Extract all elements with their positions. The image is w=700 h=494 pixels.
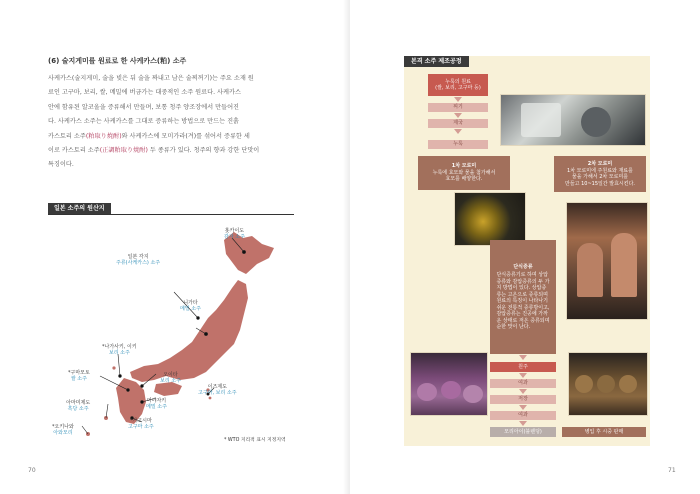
region-soju: 감자 소주 [224, 234, 245, 241]
arrow-down-icon [519, 421, 527, 426]
izu-island [209, 397, 212, 400]
arrow-down-icon [454, 97, 462, 102]
region-kumamoto [68, 370, 90, 383]
photo-barrel-storage [568, 352, 648, 416]
region-name: 일본 각지 [127, 254, 149, 260]
step-koji-making: 제국 [428, 119, 488, 128]
step-moromi-1 [418, 156, 510, 190]
region-name: 홋카이도 [224, 228, 245, 234]
body-line: 이로 카스토리 소주 [48, 147, 100, 155]
region-soju: 아와모리 [53, 430, 73, 437]
body-line: 다. 사케카스 소주는 사케카스를 그대로 증류하는 방법으로 만드는 진흙 [48, 118, 240, 126]
page-number-left: 70 [28, 467, 36, 474]
right-page [350, 0, 700, 494]
photo-storage-jars [410, 352, 488, 416]
arrow-down-icon [519, 405, 527, 410]
step-raw-spirit: 원주 [490, 362, 556, 372]
region-name: 이즈제도 [207, 384, 227, 390]
region-soju: 고구마, 보리 소주 [198, 390, 237, 397]
map-footnote: * WTO 지리적 표시 지정지역 [224, 438, 286, 443]
region-soju: 보리 소주 [160, 378, 181, 385]
region-soju: 흑당 소주 [67, 406, 89, 413]
japan-map [48, 218, 298, 448]
region-name: *나가사키, 이키 [102, 344, 137, 350]
body-line: 사케카스(술지게미, 술을 빚은 뒤 술을 짜내고 남은 술찌꺼기)는 주요 소재 원 [48, 75, 254, 82]
body-line: 와 사케카스에 모미가라(겨)를 섞어서 증류한 세 [121, 132, 250, 140]
distillation-desc: 단식증류기로 하며 상압 증류와 감압증류의 두 가 지 방법이 있다. 상압증 류는 고온으로 증류되며 원료의 특징이 나타나기 쉬운 전통적 증류방이고, 감압증류는 진공에 가까 운 상태로 저온 증류되며 순한 맛이 난다. [496, 272, 550, 330]
region-soju: 메밀 소주 [180, 306, 201, 313]
region-kagoshima [128, 418, 154, 431]
region-oita [160, 372, 181, 385]
arrow-down-icon [519, 389, 527, 394]
moromi-2-desc: 1차 모로미에 주원료와 재료를 물을 가해서 2차 모로미를 만들고 10~15일간 발효시킨다. [565, 167, 635, 187]
region-hokkaido [224, 228, 245, 241]
step-distillation [490, 240, 556, 354]
body-line: 두 종류가 있다. 청주의 향과 강한 단맛이 [147, 147, 260, 155]
region-soju: 쌀 소주 [70, 376, 87, 383]
body-paragraph [48, 72, 293, 173]
region-soju: 메밀 소주 [146, 404, 167, 411]
region-okinawa [52, 424, 74, 437]
step-steam: 찌기 [428, 103, 488, 112]
region-name: 오이타 [163, 372, 178, 378]
body-line: 료인 고구마, 보리, 쌀, 메밀에 버금가는 대중적인 소주 원료다. 사케카스 [48, 89, 241, 97]
region-name: *가고시마 [129, 418, 152, 424]
iki-island [112, 366, 115, 369]
step-raw-material: 누룩의 원료 (쌀, 보리, 고구마 등) [428, 74, 488, 96]
region-name: 아마미제도 [66, 400, 91, 406]
moromi-1-desc: 누룩에 효모와 물을 첨가해서 효모를 배양한다. [432, 169, 496, 183]
region-amami [66, 400, 90, 413]
process-title: 본격 소주 제조공정 [404, 56, 469, 67]
region-name: *오키나와 [52, 424, 74, 430]
region-soju: 보리 소주 [108, 350, 130, 357]
step-storage: 저장 [490, 395, 556, 404]
arrow-down-icon [454, 113, 462, 118]
body-line: 특징이다. [48, 161, 74, 169]
page-number-right: 71 [668, 467, 676, 474]
distillation-title: 단식증류 [513, 263, 533, 270]
photo-distillation-still [566, 202, 648, 320]
step-koji: 누룩 [428, 140, 488, 149]
arrow-down-icon [454, 129, 462, 134]
region-nagasaki-iki [102, 344, 137, 357]
region-name: 미야자키 [146, 398, 167, 404]
arrow-down-icon [519, 355, 527, 360]
hanja-highlight: (正調粕取り焼酎) [99, 147, 148, 155]
arrow-down-icon [519, 373, 527, 378]
region-name: 니가타 [183, 300, 198, 306]
moromi-2-title: 2차 모로미 [587, 161, 613, 167]
honshu-shape [130, 280, 248, 385]
hanja-highlight: (粕取り焼酎) [85, 132, 122, 140]
region-soju: 고구마 소주 [128, 424, 154, 431]
region-name: *구마모토 [68, 370, 90, 376]
map-title-bar [48, 203, 294, 215]
body-line: 안에 함유된 알코올을 증류해서 만들며, 보통 청주 양조장에서 만들어진 [48, 103, 240, 111]
region-japan-all [116, 254, 160, 267]
region-soju: 주류(사케카스) 소주 [116, 260, 161, 267]
step-filtering-1: 여과 [490, 379, 556, 388]
section-heading: (6) 술지게미를 원료로 한 사케카스(粕) 소주 [48, 57, 187, 65]
region-izu [198, 384, 237, 397]
moromi-1-title: 1차 모로미 [451, 163, 477, 170]
step-filtering-2: 여과 [490, 411, 556, 420]
photo-steaming-room [500, 94, 646, 146]
step-bottling: 병입 후 시중 판매 [562, 427, 646, 437]
body-line: 카스토리 소주 [48, 132, 86, 140]
process-card [404, 56, 650, 446]
step-blending: 모리아이(블렌딩) [490, 427, 556, 437]
region-niigata [180, 300, 201, 313]
map-title: 일본 소주의 원산지 [48, 203, 111, 214]
photo-fermentation-tank [454, 192, 526, 246]
region-miyazaki [146, 398, 167, 411]
step-moromi-2 [554, 156, 646, 192]
